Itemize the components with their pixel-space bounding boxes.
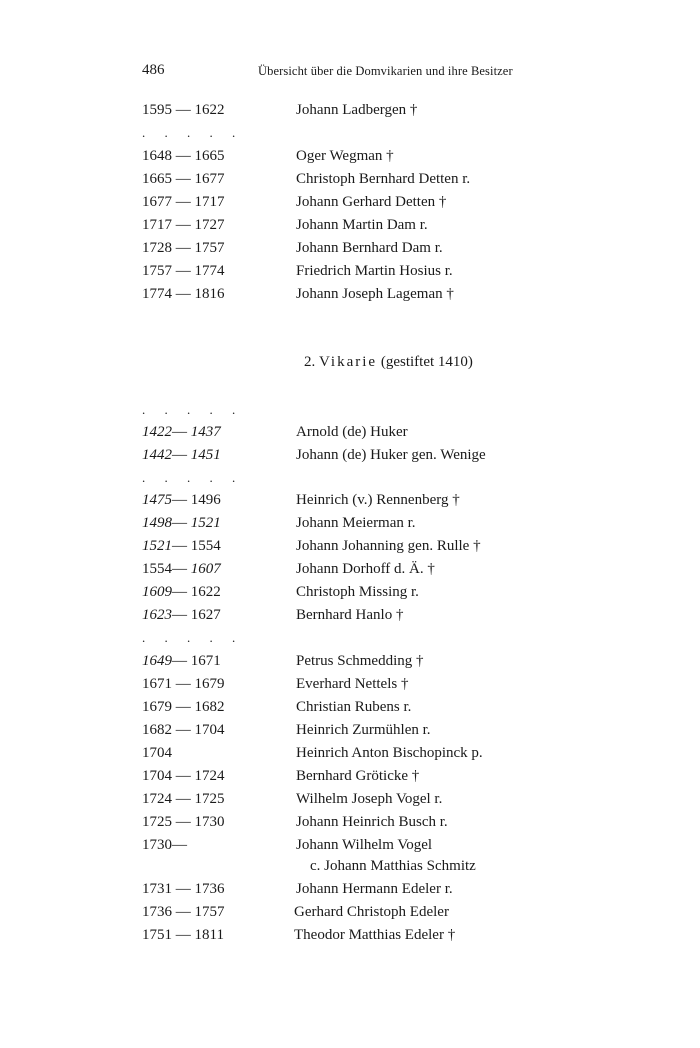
holder-name: Johann Martin Dam r. xyxy=(296,217,428,233)
holder-name: Christian Rubens r. xyxy=(296,699,412,715)
holder-name: Johann Ladbergen † xyxy=(296,102,418,118)
list-item xyxy=(142,512,562,535)
ellipsis-gap: . . . . . xyxy=(142,470,244,485)
holder-name: Johann Heinrich Busch r. xyxy=(296,814,448,830)
date-range: 1724 — 1725 xyxy=(142,791,225,807)
date-range: 1704 — 1724 xyxy=(142,768,225,784)
date-range: 1679 — 1682 xyxy=(142,699,225,715)
holder-name: Johann Dorhoff d. Ä. † xyxy=(296,561,435,577)
date-single: 1704 xyxy=(142,745,172,761)
holder-name: Petrus Schmedding † xyxy=(296,653,424,669)
holder-name: Friedrich Martin Hosius r. xyxy=(296,263,453,279)
date-range: 1554— 1607 xyxy=(142,561,221,577)
date-range: 1498— 1521 xyxy=(142,515,221,531)
holder-name: Gerhard Christoph Edeler xyxy=(294,904,449,920)
list-item xyxy=(142,604,562,627)
date-range: 1595 — 1622 xyxy=(142,102,225,118)
page-header xyxy=(142,62,562,82)
running-title: Übersicht über die Domvikarien und ihre Besitzer xyxy=(258,64,513,78)
holder-name: Johann Wilhelm Vogel xyxy=(296,837,433,853)
date-range: 1725 — 1730 xyxy=(142,814,225,830)
date-range: 1728 — 1757 xyxy=(142,240,225,256)
date-range: 1623— 1627 xyxy=(142,607,221,623)
date-range: 1442— 1451 xyxy=(142,447,221,463)
holder-name-continuation: c. Johann Matthias Schmitz xyxy=(310,858,476,874)
list-item xyxy=(142,834,562,857)
list-item xyxy=(142,788,562,811)
holder-name: Johann (de) Huker gen. Wenige xyxy=(296,447,486,463)
date-range: 1665 — 1677 xyxy=(142,171,225,187)
list-item xyxy=(142,811,562,834)
date-range: 1648 — 1665 xyxy=(142,148,225,164)
list-item xyxy=(142,650,562,673)
date-range: 1682 — 1704 xyxy=(142,722,225,738)
holder-name: Everhard Nettels † xyxy=(296,676,409,692)
page-number: 486 xyxy=(142,62,165,78)
holder-name: Johann Hermann Edeler r. xyxy=(296,881,453,897)
holder-name: Johann Bernhard Dam r. xyxy=(296,240,443,256)
list-item xyxy=(142,878,562,901)
holder-name: Theodor Matthias Edeler † xyxy=(294,927,456,943)
list-item xyxy=(142,191,562,214)
list-item xyxy=(142,168,562,191)
list-item xyxy=(142,421,562,444)
date-range: 1751 — 1811 xyxy=(142,927,224,943)
holder-name: Heinrich Zurmühlen r. xyxy=(296,722,431,738)
date-range: 1736 — 1757 xyxy=(142,904,225,920)
date-range: 1774 — 1816 xyxy=(142,286,225,302)
holder-name: Wilhelm Joseph Vogel r. xyxy=(296,791,443,807)
date-range: 1475— 1496 xyxy=(142,492,221,508)
list-item xyxy=(142,283,562,306)
list-item xyxy=(142,719,562,742)
holder-name: Christoph Missing r. xyxy=(296,584,419,600)
list-item xyxy=(142,901,562,924)
list-item xyxy=(142,765,562,788)
date-range: 1671 — 1679 xyxy=(142,676,225,692)
holder-name: Arnold (de) Huker xyxy=(296,424,408,440)
ellipsis-gap: . . . . . xyxy=(142,125,244,140)
holder-name: Johann Meierman r. xyxy=(296,515,416,531)
date-range: 1521— 1554 xyxy=(142,538,221,554)
list-item xyxy=(142,673,562,696)
holder-name: Johann Gerhard Detten † xyxy=(296,194,447,210)
list-item xyxy=(142,558,562,581)
list-item xyxy=(142,444,562,467)
holder-name: Oger Wegman † xyxy=(296,148,394,164)
date-range: 1609— 1622 xyxy=(142,584,221,600)
list-item xyxy=(142,742,562,765)
holder-name: Johann Johanning gen. Rulle † xyxy=(296,538,481,554)
list-item xyxy=(142,581,562,604)
list-item xyxy=(142,260,562,283)
section-title: 2. Vikarie (gestiftet 1410) xyxy=(304,354,473,370)
date-range: 1757 — 1774 xyxy=(142,263,225,279)
holder-name: Bernhard Gröticke † xyxy=(296,768,420,784)
holder-name: Heinrich Anton Bischopinck p. xyxy=(296,745,483,761)
date-range: 1649— 1671 xyxy=(142,653,221,669)
holder-name: Heinrich (v.) Rennenberg † xyxy=(296,492,460,508)
holder-name: Bernhard Hanlo † xyxy=(296,607,404,623)
list-item xyxy=(142,99,562,122)
list-item xyxy=(142,214,562,237)
date-open: 1730— xyxy=(142,837,187,853)
list-item xyxy=(142,145,562,168)
date-range: 1717 — 1727 xyxy=(142,217,225,233)
holder-name: Christoph Bernhard Detten r. xyxy=(296,171,471,187)
date-range: 1731 — 1736 xyxy=(142,881,225,897)
list-item xyxy=(142,237,562,260)
list-item xyxy=(142,924,562,947)
holder-name: Johann Joseph Lageman † xyxy=(296,286,454,302)
list-item xyxy=(142,696,562,719)
date-range: 1677 — 1717 xyxy=(142,194,225,210)
date-range: 1422— 1437 xyxy=(142,424,221,440)
list-item xyxy=(142,489,562,512)
list-item-continuation xyxy=(142,855,562,878)
ellipsis-gap: . . . . . xyxy=(142,402,244,417)
ellipsis-gap: . . . . . xyxy=(142,630,244,645)
list-item xyxy=(142,535,562,558)
